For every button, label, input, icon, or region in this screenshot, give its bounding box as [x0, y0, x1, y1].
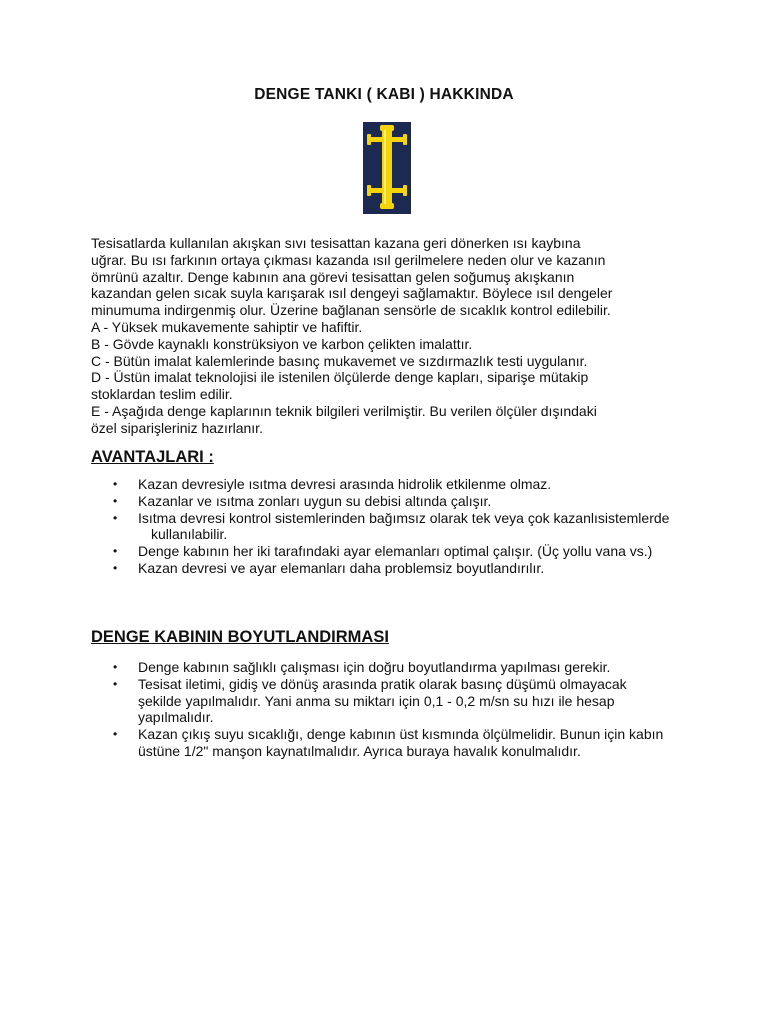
intro-line: özel siparişleriniz hazırlanır.: [91, 419, 263, 436]
sizing-list: [91, 659, 671, 760]
intro-line: C - Bütün imalat kalemlerinde basınç mukavemet ve sızdırmazlık testi uygulanır.: [91, 352, 588, 369]
intro-line: Tesisatlarda kullanılan akışkan sıvı tesisattan kazana geri dönerken ısı kaybına: [91, 235, 581, 251]
list-item-text: Denge kabının her iki tarafındaki ayar elemanları optimal çalışır. (Üç yollu vana vs.): [138, 543, 653, 560]
intro-line: B - Gövde kaynaklı konstrüksiyon ve karbon çelikten imalattır.: [91, 335, 473, 352]
bullet: •: [113, 493, 118, 508]
bullet: •: [113, 477, 118, 491]
list-item-continuation: kullanılabilir.: [151, 526, 228, 543]
list-item: [91, 659, 671, 676]
list-item: [91, 476, 671, 493]
list-item-text: Denge kabının sağlıklı çalışması için doğru boyutlandırma yapılması gerekir.: [138, 659, 611, 675]
document-title: DENGE TANKI ( KABI ) HAKKINDA: [254, 86, 514, 103]
list-item-text: Kazanlar ve ısıtma zonları uygun su debisi altında çalışır.: [138, 492, 492, 509]
list-item-text: Kazan çıkış suyu sıcaklığı, denge kabının üst kısmında ölçülmelidir. Bunun için kabın üstüne 1/2" manşon kaynatılmalıdır. Ayrıca buraya havalık konulmalıdır.: [138, 726, 664, 759]
list-item-text: Isıtma devresi kontrol sistemlerinden bağımsız olarak tek veya çok kazanlısistemlerde: [138, 509, 670, 526]
intro-line: uğrar. Bu ısı farkının ortaya çıkması kazanda ısıl gerilmelere neden olur ve kazanın: [91, 251, 606, 268]
intro-line: ömrünü azaltır. Denge kabının ana görevi tesisattan gelen soğumuş akışkanın: [91, 268, 575, 285]
intro-line: A - Yüksek mukavemente sahiptir ve hafiftir.: [91, 318, 363, 335]
bullet: •: [113, 676, 118, 691]
list-item-text: Kazan devresi ve ayar elemanları daha problemsiz boyutlandırılır.: [138, 559, 545, 576]
list-item-text: Tesisat iletimi, gidiş ve dönüş arasında pratik olarak basınç düşümü olmayacak şekilde yapılmalıdır. Yani anma su miktarı için 0,1 - 0,2 m/sn su hızı ile hesap yapılmalıdır.: [138, 675, 627, 726]
bullet: •: [113, 544, 118, 559]
advantages-list: [91, 476, 671, 577]
sizing-heading: DENGE KABININ BOYUTLANDIRMASI: [91, 628, 389, 646]
bullet: •: [113, 727, 118, 742]
intro-line: E - Aşağıda denge kaplarının teknik bilgileri verilmiştir. Bu verilen ölçüler dışındaki: [91, 402, 597, 419]
intro-line: kazandan gelen sıcak suyla karışarak ısıl dengeyi sağlamaktır. Böylece ısıl dengeler: [91, 285, 613, 302]
list-item: [91, 676, 671, 726]
bullet: •: [113, 510, 118, 525]
list-item: [91, 493, 671, 510]
list-item: [91, 726, 671, 760]
yellow-balance-tank-icon: [363, 122, 411, 214]
intro-line: stoklardan teslim edilir.: [91, 386, 233, 403]
intro-paragraph: [91, 235, 681, 437]
list-item: [91, 543, 671, 560]
list-item-text: Kazan devresiyle ısıtma devresi arasında hidrolik etkilenme olmaz.: [138, 476, 552, 492]
list-item: [91, 560, 671, 577]
advantages-heading: AVANTAJLARI :: [91, 448, 214, 466]
bullet: •: [113, 660, 118, 674]
intro-line: minumuma indirgenmiş olur. Üzerine bağlanan sensörle de sıcaklık kontrol edilebilir.: [91, 302, 611, 319]
list-item: [91, 510, 671, 544]
intro-line: D - Üstün imalat teknolojisi ile istenilen ölçülerde denge kapları, siparişe mütakip: [91, 369, 589, 386]
bullet: •: [113, 560, 118, 575]
